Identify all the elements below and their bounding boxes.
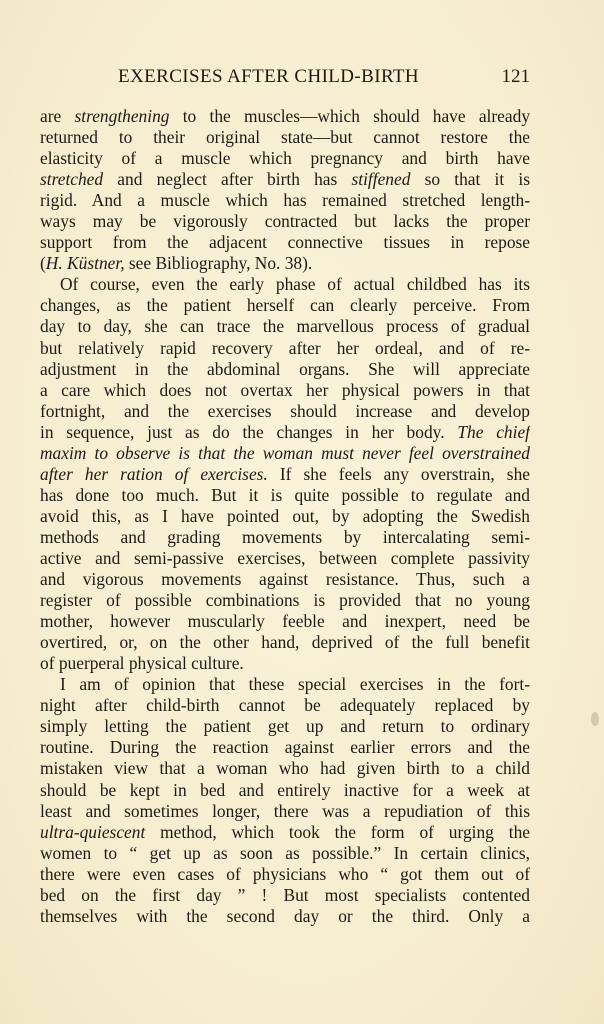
- text-line: themselves with the second day or the third. Only a: [40, 905, 530, 926]
- text-line: I am of opinion that these special exercises in the fort-: [60, 674, 530, 695]
- text-line: rigid. And a muscle which has remained stretched length-: [40, 190, 530, 211]
- text-line: returned to their original state—but cannot restore the: [40, 127, 530, 148]
- text-line: changes, as the patient herself can clearly perceive. From: [40, 295, 530, 316]
- text-line: women to “ get up as soon as possible.” In certain clinics,: [40, 842, 530, 863]
- text-line: methods and grading movements by intercalating semi-: [40, 526, 530, 547]
- text-line: maxim to observe is that the woman must never feel overstrained: [40, 442, 530, 463]
- text-line: adjustment in the abdominal organs. She will appreciate: [40, 358, 530, 379]
- text-line: night after child-birth cannot be adequately replaced by: [40, 695, 530, 716]
- text-line: mother, however muscularly feeble and inexpert, need be: [40, 611, 530, 632]
- text-line: active and semi-passive exercises, between complete passivity: [40, 547, 530, 568]
- text-line: support from the adjacent connective tissues in repose: [40, 232, 530, 253]
- page-header: [40, 66, 530, 92]
- text-line: mistaken view that a woman who had given birth to a child: [40, 758, 530, 779]
- text-line: (H. Küstner, see Bibliography, No. 38).: [40, 253, 313, 274]
- text-line: but relatively rapid recovery after her ordeal, and of re-: [40, 337, 530, 358]
- text-line: of puerperal physical culture.: [40, 653, 244, 674]
- text-line: elasticity of a muscle which pregnancy and birth have: [40, 148, 530, 169]
- page-number: 121: [501, 66, 530, 87]
- text-line: has done too much. But it is quite possible to regulate and: [40, 484, 530, 505]
- text-line: ways may be vigorously contracted but lacks the proper: [40, 211, 530, 232]
- text-line: a care which does not overtax her physical powers in that: [40, 379, 530, 400]
- text-line: overtired, or, on the other hand, deprived of the full benefit: [40, 632, 530, 653]
- text-line: fortnight, and the exercises should increase and develop: [40, 400, 530, 421]
- running-title: EXERCISES AFTER CHILD-BIRTH: [118, 66, 420, 87]
- text-line: in sequence, just as do the changes in her body. The chief: [40, 421, 530, 442]
- margin-blemish: [591, 712, 599, 726]
- text-line: routine. During the reaction against earlier errors and the: [40, 737, 530, 758]
- text-line: avoid this, as I have pointed out, by adopting the Swedish: [40, 505, 530, 526]
- body-text: [40, 106, 530, 927]
- text-line: after her ration of exercises. If she feels any overstrain, she: [40, 463, 530, 484]
- text-line: register of possible combinations is provided that no young: [40, 590, 530, 611]
- text-line: simply letting the patient get up and return to ordinary: [40, 716, 530, 737]
- text-line: are strengthening to the muscles—which should have already: [40, 106, 530, 126]
- text-line: least and sometimes longer, there was a repudiation of this: [40, 800, 530, 821]
- text-line: and vigorous movements against resistance. Thus, such a: [40, 569, 530, 590]
- text-line: day to day, she can trace the marvellous process of gradual: [40, 316, 530, 337]
- text-line: stretched and neglect after birth has stiffened so that it is: [40, 169, 530, 190]
- text-line: bed on the first day ” ! But most specialists contented: [40, 884, 530, 905]
- text-line: Of course, even the early phase of actual childbed has its: [60, 274, 530, 295]
- text-line: there were even cases of physicians who “ got them out of: [40, 863, 530, 884]
- text-line: ultra-quiescent method, which took the form of urging the: [40, 821, 530, 842]
- text-line: should be kept in bed and entirely inactive for a week at: [40, 779, 530, 800]
